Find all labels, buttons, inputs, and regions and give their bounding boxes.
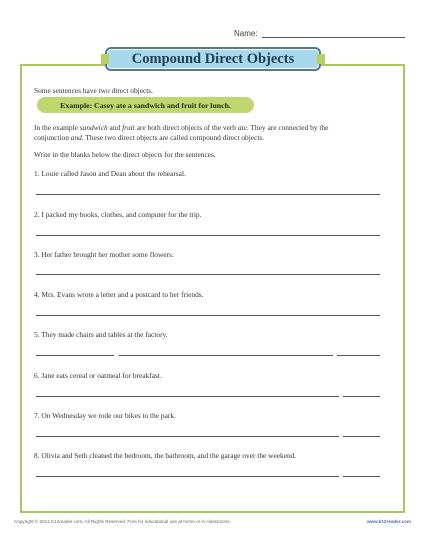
page-footer [14,519,411,524]
site-link[interactable]: www.k12reader.com [366,519,411,524]
answer-blank-2[interactable] [36,235,380,236]
explanation-text: In the example sandwich and fruit are both direct objects of the verb ate. They are connected by the conjunction and. These two direct objects are called compound direct objects. [34,123,329,142]
copyright-text: Copyright © 2014 K12reader.com. All Rights Reserved. Free for educational use at home or in classrooms. [14,519,231,524]
intro-text: Some sentences have two direct objects. [34,86,154,95]
example-banner: Example: Casey ate a sandwich and fruit for lunch. [37,97,254,113]
question-3: 3. Her father brought her mother some flowers. [34,250,174,259]
answer-blank-6b[interactable] [343,396,380,397]
answer-blank-3[interactable] [36,274,380,275]
answer-blank-6a[interactable] [36,396,339,397]
question-2: 2. I packed my books, clothes, and computer for the trip. [34,210,202,219]
instructions-text: Write in the blanks below the direct objects for the sentences. [34,150,216,159]
answer-blank-4[interactable] [36,315,380,316]
worksheet-title [105,47,321,71]
name-label: Name: [234,29,258,38]
answer-blank-5c[interactable] [337,355,380,356]
question-4: 4. Mrs. Evans wrote a letter and a postcard to her friends. [34,290,204,299]
name-field [234,29,405,38]
question-1: 1. Louie called Jason and Dean about the rehearsal. [34,169,186,178]
name-blank[interactable] [262,29,405,38]
question-6: 6. Jane eats cereal or oatmeal for breakfast. [34,371,162,380]
answer-blank-7a[interactable] [36,436,339,437]
title-text: Compound Direct Objects [131,50,295,67]
answer-blank-8b[interactable] [343,476,380,477]
answer-blank-1[interactable] [36,194,380,195]
title-tab-right [317,54,325,64]
answer-blank-5a[interactable] [36,355,114,356]
answer-blank-7b[interactable] [343,436,380,437]
question-5: 5. They made chairs and tables at the factory. [34,330,168,339]
answer-blank-5b[interactable] [119,355,333,356]
answer-blank-8a[interactable] [36,476,339,477]
question-8: 8. Olivia and Seth cleaned the bedroom, the bathroom, and the garage over the weekend. [34,451,297,460]
title-tab-left [101,54,109,64]
question-7: 7. On Wednesday we rode our bikes to the park. [34,411,176,420]
